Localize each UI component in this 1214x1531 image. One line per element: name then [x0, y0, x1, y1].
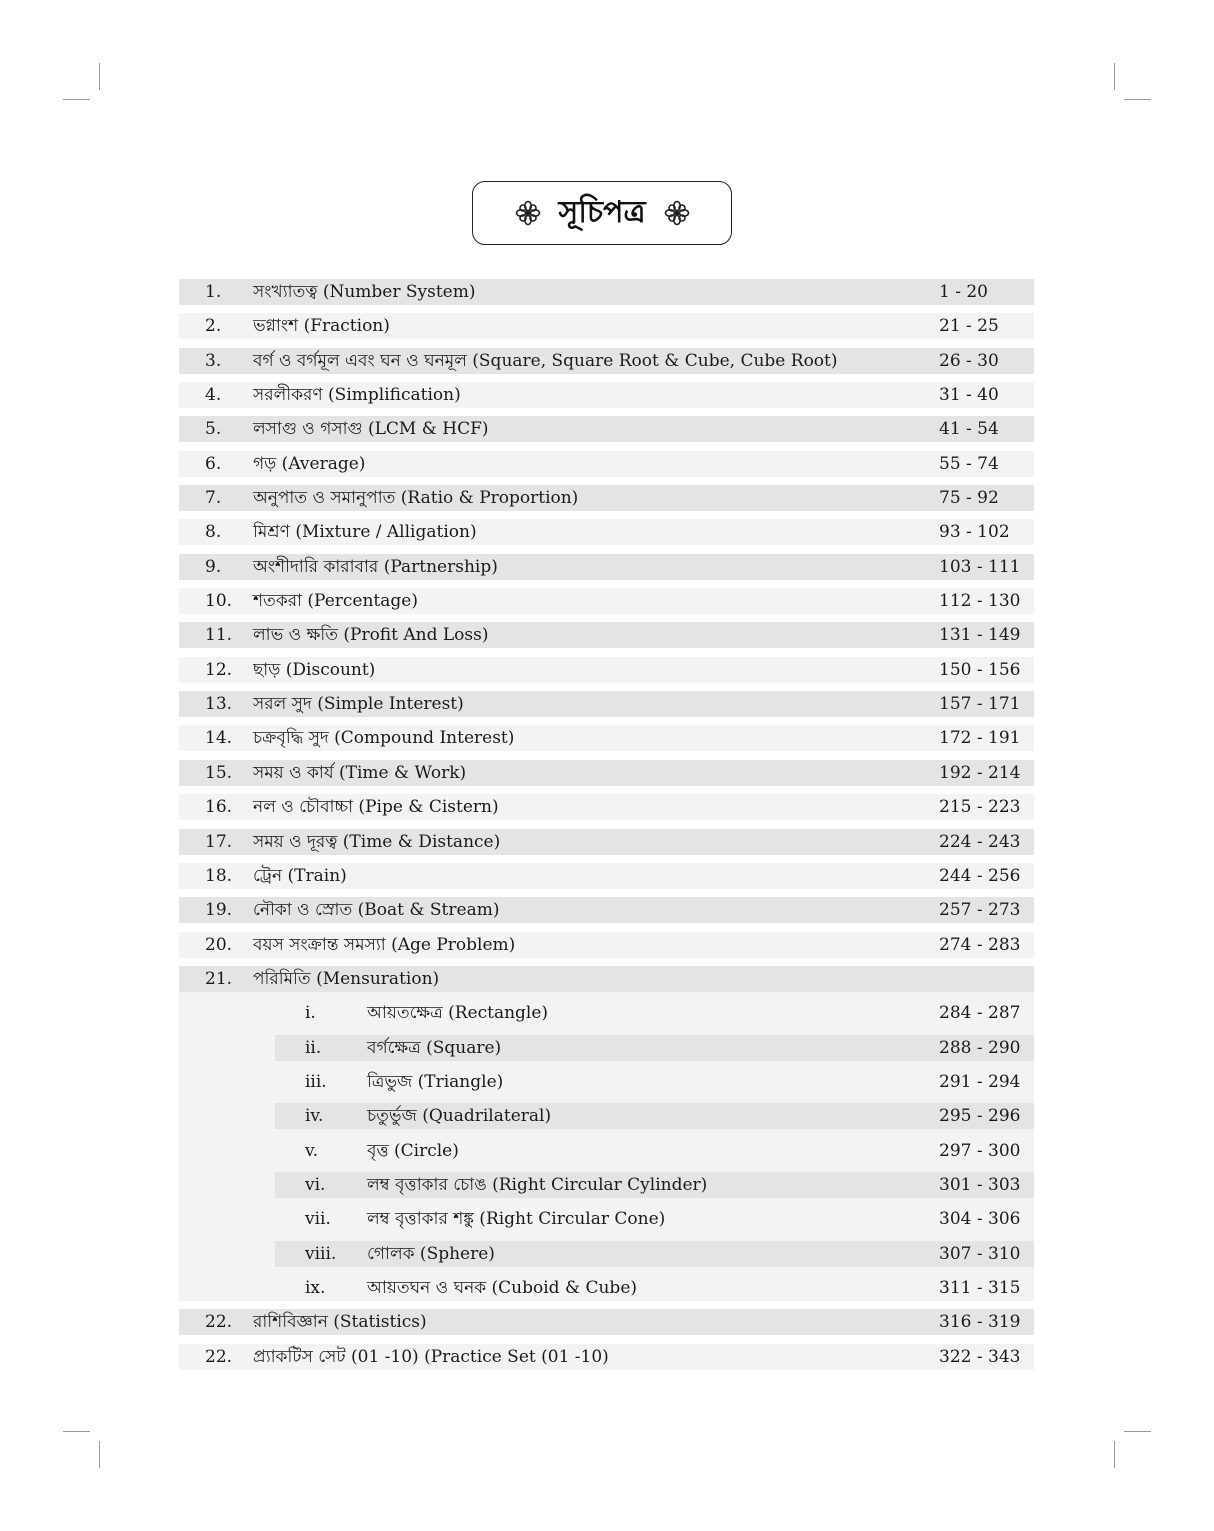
toc-row	[179, 932, 1034, 958]
subchapter-title: বৃত্ত (Circle)	[367, 1140, 459, 1161]
chapter-pages: 1 - 20	[939, 282, 988, 302]
crop-mark	[1124, 99, 1151, 100]
chapter-title: অংশীদারি কারাবার (Partnership)	[253, 556, 498, 577]
chapter-pages: 103 - 111	[939, 556, 1021, 577]
sub-toc-row	[275, 1035, 1034, 1061]
sub-toc-row	[275, 1103, 1034, 1129]
chapter-number: 14.	[205, 728, 233, 749]
chapter-pages: 21 - 25	[939, 316, 999, 337]
chapter-pages: 172 - 191	[939, 728, 1021, 749]
chapter-pages: 26 - 30	[939, 350, 999, 371]
chapter-number: 19.	[205, 900, 233, 921]
subchapter-block	[179, 992, 1034, 1301]
toc-row	[179, 382, 1034, 408]
chapter-pages: 192 - 214	[939, 762, 1021, 783]
toc-row	[179, 863, 1034, 889]
chapter-number: 17.	[205, 831, 233, 852]
chapter-title: অনুপাত ও সমানুপাত (Ratio & Proportion)	[253, 488, 579, 509]
toc-row	[179, 588, 1034, 614]
toc-row	[179, 313, 1034, 339]
chapter-pages: 112 - 130	[939, 591, 1021, 612]
sub-toc-row	[275, 1275, 1034, 1301]
table-of-contents	[179, 279, 1034, 1378]
chapter-title: সময় ও দূরত্ব (Time & Distance)	[253, 831, 501, 852]
sub-toc-row	[275, 1206, 1034, 1232]
toc-row	[179, 348, 1034, 374]
crop-mark	[1124, 1431, 1151, 1432]
subchapter-pages: 297 - 300	[939, 1140, 1021, 1161]
toc-row	[179, 485, 1034, 511]
subchapter-number: vii.	[305, 1209, 331, 1230]
chapter-title: নৌকা ও স্রোত (Boat & Stream)	[253, 900, 500, 921]
subchapter-title: বর্গক্ষেত্র (Square)	[367, 1037, 502, 1058]
subchapter-number: viii.	[305, 1243, 337, 1264]
flower-ornament-icon	[664, 200, 690, 226]
subchapter-pages: 295 - 296	[939, 1106, 1021, 1127]
toc-row	[179, 897, 1034, 923]
chapter-pages: 316 - 319	[939, 1312, 1021, 1333]
chapter-number: 13.	[205, 694, 233, 715]
chapter-pages: 244 - 256	[939, 865, 1021, 886]
chapter-number: 12.	[205, 659, 233, 680]
subchapter-title: গোলক (Sphere)	[367, 1243, 495, 1264]
toc-row	[179, 554, 1034, 580]
chapter-title: সংখ্যাতত্ব (Number System)	[253, 282, 476, 302]
crop-mark	[99, 63, 100, 90]
subchapter-pages: 284 - 287	[939, 1003, 1021, 1024]
crop-mark	[1114, 1441, 1115, 1468]
chapter-title: রাশিবিজ্ঞান (Statistics)	[253, 1312, 427, 1333]
page-title: সূচিপত্র	[558, 194, 646, 230]
chapter-title: নল ও চৌবাচ্চা (Pipe & Cistern)	[253, 797, 499, 818]
subchapter-title: ত্রিভুজ (Triangle)	[367, 1071, 504, 1092]
chapter-title: প্র্যাকটিস সেট (01 -10) (Practice Set (01 -10)	[253, 1346, 609, 1367]
chapter-pages: 274 - 283	[939, 934, 1021, 955]
chapter-title: চক্রবৃদ্ধি সুদ (Compound Interest)	[253, 728, 515, 749]
chapter-number: 7.	[205, 488, 222, 509]
subchapter-title: আয়তক্ষেত্র (Rectangle)	[367, 1003, 549, 1024]
subchapter-pages: 288 - 290	[939, 1037, 1021, 1058]
sub-toc-row	[275, 1069, 1034, 1095]
chapter-title: সরলীকরণ (Simplification)	[253, 385, 461, 406]
chapter-title: সময় ও কার্য (Time & Work)	[253, 762, 467, 783]
subchapter-number: i.	[305, 1003, 316, 1024]
toc-row	[179, 760, 1034, 786]
crop-mark	[63, 99, 90, 100]
chapter-number: 21.	[205, 968, 233, 989]
chapter-title: লসাগু ও গসাগু (LCM & HCF)	[253, 419, 489, 440]
chapter-pages: 224 - 243	[939, 831, 1021, 852]
subchapter-title: লম্ব বৃত্তাকার শঙ্কু (Right Circular Cone)	[367, 1209, 666, 1230]
flower-ornament-icon	[515, 200, 541, 226]
toc-row	[179, 794, 1034, 820]
toc-row	[179, 1344, 1034, 1370]
chapter-title: ট্রেন (Train)	[253, 865, 347, 886]
chapter-pages: 55 - 74	[939, 453, 999, 474]
chapter-number: 11.	[205, 625, 233, 646]
chapter-number: 2.	[205, 316, 222, 337]
chapter-title: বর্গ ও বর্গমূল এবং ঘন ও ঘনমূল (Square, Square Root & Cube, Cube Root)	[253, 350, 838, 371]
chapter-title: ছাড় (Discount)	[253, 659, 376, 680]
chapter-pages: 131 - 149	[939, 625, 1021, 646]
subchapter-number: iv.	[305, 1106, 324, 1127]
toc-row	[179, 657, 1034, 683]
chapter-pages: 257 - 273	[939, 900, 1021, 921]
chapter-title: লাভ ও ক্ষতি (Profit And Loss)	[253, 625, 489, 646]
crop-mark	[1114, 63, 1115, 90]
subchapter-number: vi.	[305, 1174, 326, 1195]
chapter-title: শতকরা (Percentage)	[253, 591, 418, 612]
sub-toc-row	[275, 1172, 1034, 1198]
chapter-title: মিশ্রণ (Mixture / Alligation)	[253, 522, 477, 543]
chapter-pages: 150 - 156	[939, 659, 1021, 680]
chapter-number: 4.	[205, 385, 222, 406]
chapter-pages: 75 - 92	[939, 488, 999, 509]
toc-row	[179, 519, 1034, 545]
chapter-title: বয়স সংক্রান্ত সমস্যা (Age Problem)	[253, 934, 516, 955]
subchapter-pages: 304 - 306	[939, 1209, 1021, 1230]
toc-row	[179, 451, 1034, 477]
chapter-pages: 41 - 54	[939, 419, 999, 440]
sub-toc-row	[275, 1000, 1034, 1026]
chapter-number: 8.	[205, 522, 222, 543]
subchapter-number: ii.	[305, 1037, 322, 1058]
toc-row	[179, 725, 1034, 751]
chapter-number: 6.	[205, 453, 222, 474]
subchapter-pages: 301 - 303	[939, 1174, 1021, 1195]
subchapter-pages: 311 - 315	[939, 1277, 1021, 1298]
chapter-title: ভগ্নাংশ (Fraction)	[253, 316, 390, 337]
chapter-number: 10.	[205, 591, 233, 612]
chapter-number: 9.	[205, 556, 222, 577]
chapter-number: 20.	[205, 934, 233, 955]
chapter-number: 18.	[205, 865, 233, 886]
subchapter-title: আয়তঘন ও ঘনক (Cuboid & Cube)	[367, 1277, 638, 1298]
chapter-pages: 215 - 223	[939, 797, 1021, 818]
chapter-pages: 157 - 171	[939, 694, 1021, 715]
subchapter-pages: 307 - 310	[939, 1243, 1021, 1264]
subchapter-title: লম্ব বৃত্তাকার চোঙ (Right Circular Cylinder)	[367, 1174, 708, 1195]
toc-row	[179, 416, 1034, 442]
chapter-number: 15.	[205, 762, 233, 783]
chapter-title: গড় (Average)	[253, 453, 366, 474]
subchapter-number: ix.	[305, 1277, 326, 1298]
crop-mark	[63, 1431, 90, 1432]
toc-row	[179, 829, 1034, 855]
chapter-number: 1.	[205, 282, 222, 302]
chapter-number: 5.	[205, 419, 222, 440]
toc-row	[179, 966, 1034, 992]
chapter-pages: 31 - 40	[939, 385, 999, 406]
subchapter-pages: 291 - 294	[939, 1071, 1021, 1092]
toc-row	[179, 622, 1034, 648]
sub-toc-row	[275, 1241, 1034, 1267]
chapter-pages: 93 - 102	[939, 522, 1010, 543]
chapter-number: 22.	[205, 1346, 233, 1367]
sub-toc-row	[275, 1138, 1034, 1164]
chapter-pages: 322 - 343	[939, 1346, 1021, 1367]
subchapter-number: iii.	[305, 1071, 327, 1092]
title-box	[472, 181, 732, 245]
subchapter-title: চতুর্ভুজ (Quadrilateral)	[367, 1106, 552, 1127]
toc-row	[179, 279, 1034, 305]
chapter-title: সরল সুদ (Simple Interest)	[253, 694, 464, 715]
chapter-title: পরিমিতি (Mensuration)	[253, 968, 440, 989]
toc-row	[179, 1309, 1034, 1335]
crop-mark	[99, 1441, 100, 1468]
chapter-number: 22.	[205, 1312, 233, 1333]
subchapter-number: v.	[305, 1140, 318, 1161]
chapter-number: 3.	[205, 350, 222, 371]
toc-row	[179, 691, 1034, 717]
chapter-number: 16.	[205, 797, 233, 818]
